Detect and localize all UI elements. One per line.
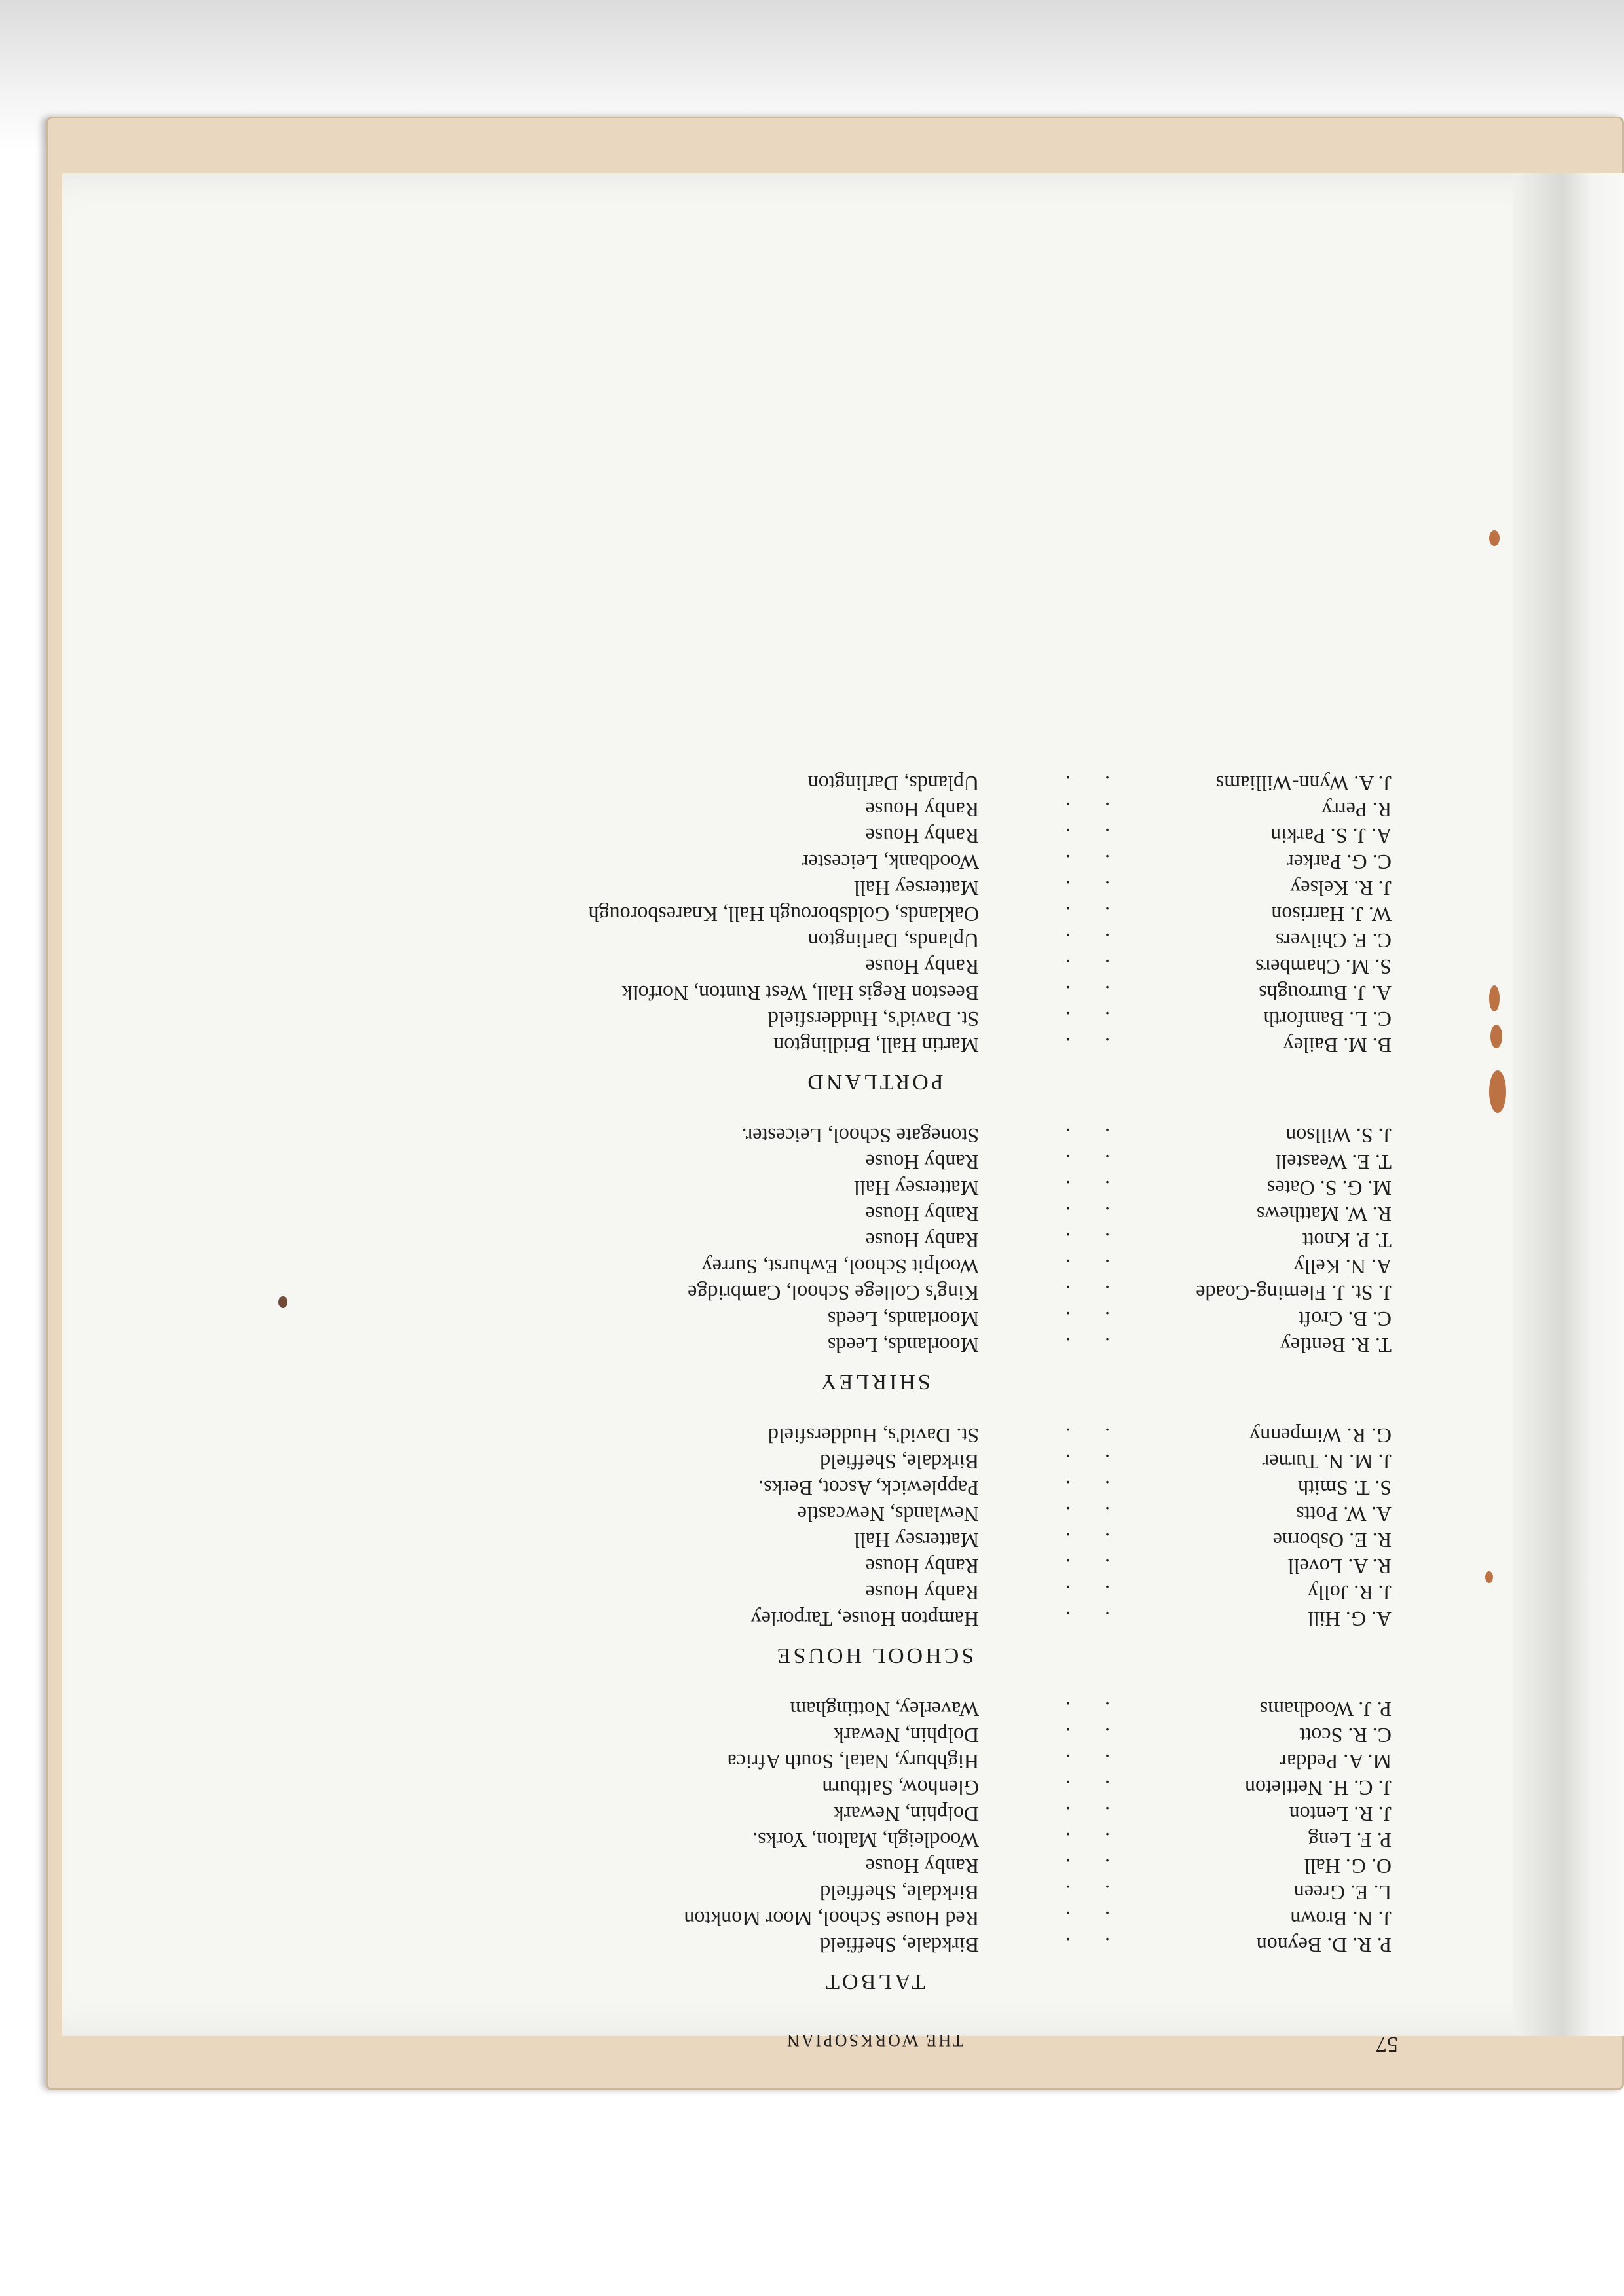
entry-row xyxy=(344,797,1405,823)
pupil-name: C. G. Parker xyxy=(1287,850,1392,874)
section-heading: PORTLAND xyxy=(805,1070,944,1094)
house-lists xyxy=(344,771,1405,1994)
pupil-name: G. R. Wimpenny xyxy=(1249,1424,1392,1448)
pupil-name: J. M. N. Turner xyxy=(1262,1450,1392,1474)
previous-school: Martin Hall, Bridlington xyxy=(773,1034,979,1057)
pupil-name: A. G. Hill xyxy=(1308,1607,1392,1631)
page-number: 57 xyxy=(1376,2032,1398,2056)
entry-row xyxy=(344,1201,1405,1228)
dot-leader: . . xyxy=(1051,1698,1110,1721)
previous-school: Ranby House xyxy=(865,1855,979,1878)
dot-leader: . . xyxy=(1051,955,1110,979)
pupil-name: J. C. H. Nettleton xyxy=(1245,1776,1392,1800)
pupil-name: R. W. Matthews xyxy=(1256,1203,1392,1226)
entry-row xyxy=(344,1527,1405,1554)
dot-leader: . . xyxy=(1051,824,1110,848)
previous-school: Stonegate School, Leicester. xyxy=(741,1124,979,1148)
pupil-name: T. E. Weastell xyxy=(1275,1150,1392,1174)
entry-row xyxy=(344,1880,1405,1906)
dot-leader: . . xyxy=(1051,1529,1110,1552)
dot-leader: . . xyxy=(1051,1034,1110,1057)
entry-row xyxy=(344,1906,1405,1932)
entry-row xyxy=(344,1801,1405,1827)
previous-school: Red House School, Moor Monkton xyxy=(684,1907,979,1931)
house-section xyxy=(344,1123,1405,1394)
entry-row xyxy=(344,1228,1405,1254)
pupil-name: C. F. Chilvers xyxy=(1275,929,1392,953)
entry-row xyxy=(344,1775,1405,1801)
pupil-name: T. P. Knott xyxy=(1302,1229,1392,1252)
entry-row xyxy=(344,849,1405,875)
dot-leader: . . xyxy=(1051,1855,1110,1878)
house-section xyxy=(344,771,1405,1094)
entry-row xyxy=(344,771,1405,797)
pupil-name: A. N. Kelly xyxy=(1293,1255,1392,1279)
previous-school: Papplewick, Ascot, Berks. xyxy=(758,1476,979,1500)
entry-row xyxy=(344,1932,1405,1958)
previous-school: Woodleigh, Malton, Yorks. xyxy=(752,1829,979,1852)
pupil-name: J. N. Brown xyxy=(1290,1907,1392,1931)
pupil-name: R. Perry xyxy=(1321,798,1392,822)
page-content-upside-down xyxy=(344,540,1405,2059)
previous-school: Uplands, Darlington xyxy=(807,929,979,953)
previous-school: Glenhow, Saltburn xyxy=(822,1776,979,1800)
dot-leader: . . xyxy=(1051,1203,1110,1226)
previous-school: Beeston Regis Hall, West Runton, Norfolk xyxy=(621,981,979,1005)
dot-leader: . . xyxy=(1051,1424,1110,1448)
entry-row xyxy=(344,1449,1405,1475)
pupil-name: J. St. J. Fleming-Coade xyxy=(1196,1281,1392,1305)
rust-stain xyxy=(1489,1070,1506,1113)
previous-school: Ranby House xyxy=(865,824,979,848)
previous-school: Mattersey Hall xyxy=(853,877,979,900)
pupil-name: L. E. Green xyxy=(1293,1881,1392,1904)
pupil-name: T. R. Bentley xyxy=(1280,1334,1392,1357)
house-section xyxy=(344,1696,1405,1994)
entry-row xyxy=(344,928,1405,954)
pupil-name: O. G. Hall xyxy=(1304,1855,1392,1878)
dot-leader: . . xyxy=(1051,1150,1110,1174)
section-heading: SHIRLEY xyxy=(818,1370,931,1394)
previous-school: Uplands, Darlington xyxy=(807,772,979,795)
dot-leader: . . xyxy=(1051,1476,1110,1500)
entry-row xyxy=(344,1032,1405,1059)
entry-row xyxy=(344,1827,1405,1853)
entry-row xyxy=(344,1696,1405,1722)
running-title: THE WORKSOPIAN xyxy=(785,2031,963,2050)
rust-stain xyxy=(1485,1571,1493,1583)
previous-school: Moorlands, Leeds xyxy=(827,1334,979,1357)
ink-spot xyxy=(278,1296,287,1308)
pupil-name: A. J. Burroughs xyxy=(1259,981,1392,1005)
previous-school: Highbury, Natal, South Africa xyxy=(727,1750,979,1774)
pupil-name: A. W. Potts xyxy=(1296,1503,1392,1526)
pupil-name: S. M. Chambers xyxy=(1255,955,1392,979)
entry-row xyxy=(344,1501,1405,1527)
pupil-name: C. R. Scott xyxy=(1299,1724,1392,1747)
entry-row xyxy=(344,1606,1405,1632)
entry-row xyxy=(344,1332,1405,1358)
rust-stain xyxy=(1490,1025,1502,1048)
previous-school: Ranby House xyxy=(865,1581,979,1605)
dot-leader: . . xyxy=(1051,1776,1110,1800)
dot-leader: . . xyxy=(1051,1724,1110,1747)
pupil-name: P. R. D. Beynon xyxy=(1256,1933,1392,1957)
dot-leader: . . xyxy=(1051,1829,1110,1852)
dot-leader: . . xyxy=(1051,1750,1110,1774)
entry-row xyxy=(344,1749,1405,1775)
dot-leader: . . xyxy=(1051,1802,1110,1826)
pupil-name: J. R. Jolly xyxy=(1307,1581,1392,1605)
section-heading: TALBOT xyxy=(823,1969,925,1994)
previous-school: Birkdale, Sheffield xyxy=(820,1881,979,1904)
pupil-name: M. G. S. Oates xyxy=(1266,1176,1392,1200)
pupil-name: W. J. Harrison xyxy=(1271,903,1392,926)
previous-school: Dolphin, Newark xyxy=(833,1802,979,1826)
pupil-name: R. A. Lovell xyxy=(1287,1555,1392,1578)
entry-row xyxy=(344,1853,1405,1880)
previous-school: Ranby House xyxy=(865,1203,979,1226)
dot-leader: . . xyxy=(1051,1581,1110,1605)
previous-school: Ranby House xyxy=(865,1150,979,1174)
previous-school: Moorlands, Leeds xyxy=(827,1307,979,1331)
dot-leader: . . xyxy=(1051,1307,1110,1331)
entry-row xyxy=(344,875,1405,902)
pupil-name: S. T. Smith xyxy=(1298,1476,1392,1500)
entry-row xyxy=(344,1306,1405,1332)
dot-leader: . . xyxy=(1051,929,1110,953)
dot-leader: . . xyxy=(1051,1124,1110,1148)
previous-school: Mattersey Hall xyxy=(853,1176,979,1200)
dot-leader: . . xyxy=(1051,981,1110,1005)
dot-leader: . . xyxy=(1051,850,1110,874)
previous-school: Hampton House, Tarporley xyxy=(750,1607,979,1631)
dot-leader: . . xyxy=(1051,1881,1110,1904)
document-page xyxy=(62,173,1624,2056)
previous-school: Waverley, Nottingham xyxy=(790,1698,979,1721)
pupil-name: P. F. Leng xyxy=(1308,1829,1392,1852)
entry-row xyxy=(344,1423,1405,1449)
dot-leader: . . xyxy=(1051,877,1110,900)
dot-leader: . . xyxy=(1051,798,1110,822)
pupil-name: C. L. Bamforth xyxy=(1263,1008,1392,1031)
entry-row xyxy=(344,1722,1405,1749)
entry-row xyxy=(344,1280,1405,1306)
previous-school: Birkdale, Sheffield xyxy=(820,1933,979,1957)
dot-leader: . . xyxy=(1051,1555,1110,1578)
pupil-name: C. B. Croft xyxy=(1298,1307,1392,1331)
entry-row xyxy=(344,980,1405,1006)
rust-stain xyxy=(1489,985,1500,1011)
entry-row xyxy=(344,1554,1405,1580)
dot-leader: . . xyxy=(1051,1907,1110,1931)
entry-row xyxy=(344,1475,1405,1501)
running-head xyxy=(344,2013,1405,2059)
previous-school: Woodbank, Leicester xyxy=(801,850,979,874)
pupil-name: P. J. Woodhams xyxy=(1259,1698,1392,1721)
previous-school: Ranby House xyxy=(865,798,979,822)
entry-row xyxy=(344,1580,1405,1606)
dot-leader: . . xyxy=(1051,1450,1110,1474)
previous-school: St. David's, Huddersfield xyxy=(767,1008,979,1031)
dot-leader: . . xyxy=(1051,1933,1110,1957)
previous-school: King's College School, Cambridge xyxy=(688,1281,979,1305)
dot-leader: . . xyxy=(1051,1229,1110,1252)
pupil-name: M. A. Peddar xyxy=(1280,1750,1392,1774)
previous-school: Oaklands, Goldsborough Hall, Knaresborough xyxy=(588,903,979,926)
dot-leader: . . xyxy=(1051,903,1110,926)
previous-school: Birkdale, Sheffield xyxy=(820,1450,979,1474)
dot-leader: . . xyxy=(1051,1255,1110,1279)
entry-row xyxy=(344,1123,1405,1149)
entry-row xyxy=(344,902,1405,928)
previous-school: Ranby House xyxy=(865,955,979,979)
section-heading: SCHOOL HOUSE xyxy=(774,1643,974,1667)
previous-school: Ranby House xyxy=(865,1229,979,1252)
rust-stain xyxy=(1489,530,1500,546)
dot-leader: . . xyxy=(1051,1334,1110,1357)
previous-school: Mattersey Hall xyxy=(853,1529,979,1552)
previous-school: Woolpit School, Ewhurst, Surrey xyxy=(701,1255,979,1279)
entry-row xyxy=(344,954,1405,980)
pupil-name: R. E. Osborne xyxy=(1272,1529,1392,1552)
pupil-name: J. R. Kelsey xyxy=(1290,877,1392,900)
dot-leader: . . xyxy=(1051,1503,1110,1526)
previous-school: St. David's, Huddersfield xyxy=(767,1424,979,1448)
house-section xyxy=(344,1423,1405,1667)
entry-row xyxy=(344,823,1405,849)
pupil-name: J. A. Wynn-Williams xyxy=(1215,772,1392,795)
dot-leader: . . xyxy=(1051,1176,1110,1200)
dot-leader: . . xyxy=(1051,1607,1110,1631)
previous-school: Dolphin, Newark xyxy=(833,1724,979,1747)
page-gutter xyxy=(1513,173,1624,2036)
dot-leader: . . xyxy=(1051,1281,1110,1305)
pupil-name: J. R. Lenton xyxy=(1289,1802,1392,1826)
dot-leader: . . xyxy=(1051,1008,1110,1031)
previous-school: Ranby House xyxy=(865,1555,979,1578)
pupil-name: A. J. S. Parkin xyxy=(1270,824,1392,848)
pupil-name: J. S. Willson xyxy=(1285,1124,1392,1148)
pupil-name: B. M. Bailey xyxy=(1283,1034,1392,1057)
entry-row xyxy=(344,1149,1405,1175)
entry-row xyxy=(344,1006,1405,1032)
entry-row xyxy=(344,1254,1405,1280)
dot-leader: . . xyxy=(1051,772,1110,795)
previous-school: Newlands, Newcastle xyxy=(797,1503,979,1526)
entry-row xyxy=(344,1175,1405,1201)
